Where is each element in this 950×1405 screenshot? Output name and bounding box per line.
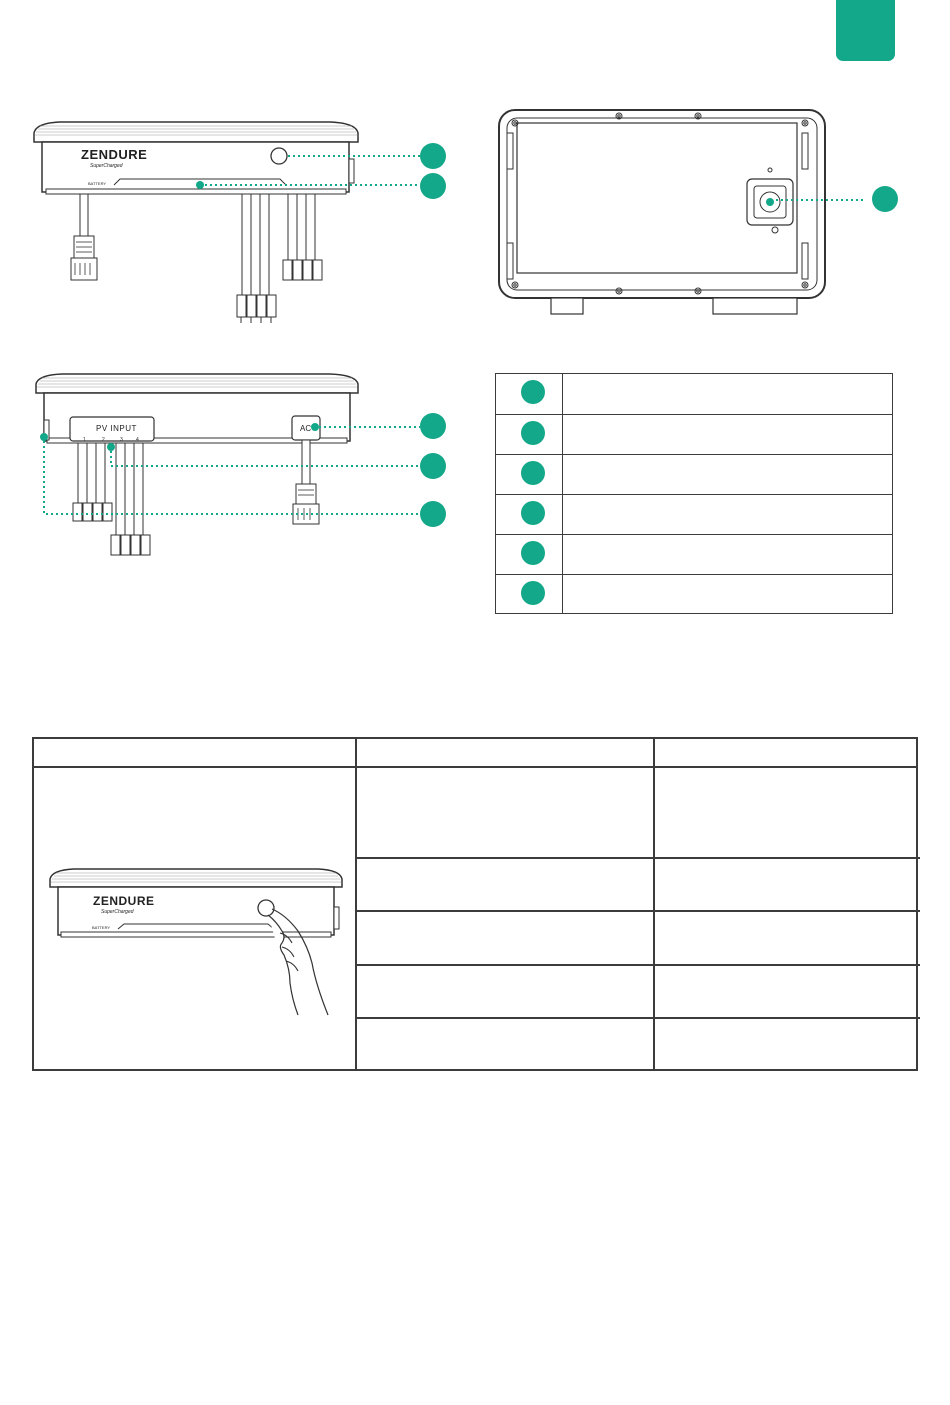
bottom-view-drawing xyxy=(495,105,915,320)
illustration-battery-label: BATTERY xyxy=(92,925,111,930)
legend-row xyxy=(496,454,892,494)
legend-table xyxy=(495,373,893,614)
bottom-view-diagram xyxy=(495,105,915,320)
legend-number-badge xyxy=(521,461,545,485)
ac-label: AC xyxy=(300,424,312,433)
legend-row xyxy=(496,574,892,613)
front-logo: ZENDURE xyxy=(81,147,148,162)
rear-view-drawing xyxy=(30,370,460,570)
legend-number-badge xyxy=(521,380,545,404)
front-tagline: SuperCharged xyxy=(90,163,123,169)
legend-number-badge xyxy=(521,501,545,525)
legend-row xyxy=(496,494,892,534)
front-view-diagram xyxy=(30,115,460,330)
page-tab-marker xyxy=(836,0,895,61)
button-press-illustration xyxy=(46,865,346,1015)
legend-number-badge xyxy=(521,541,545,565)
pv-port-2: 2 xyxy=(102,437,105,443)
pv-port-3: 3 xyxy=(120,437,123,443)
legend-number-badge xyxy=(521,581,545,605)
legend-row xyxy=(496,374,892,414)
pv-input-label: PV INPUT xyxy=(96,424,137,433)
pv-port-4: 4 xyxy=(136,437,139,443)
legend-row xyxy=(496,534,892,574)
pv-port-1: 1 xyxy=(83,437,86,443)
rear-view-diagram xyxy=(30,370,460,570)
front-battery-label: BATTERY xyxy=(88,181,107,186)
legend-row xyxy=(496,414,892,454)
operation-table xyxy=(32,737,918,1071)
illustration-tagline: SuperCharged xyxy=(101,909,134,915)
illustration-logo: ZENDURE xyxy=(93,894,155,908)
legend-number-badge xyxy=(521,421,545,445)
device-hand-drawing xyxy=(46,865,346,1015)
